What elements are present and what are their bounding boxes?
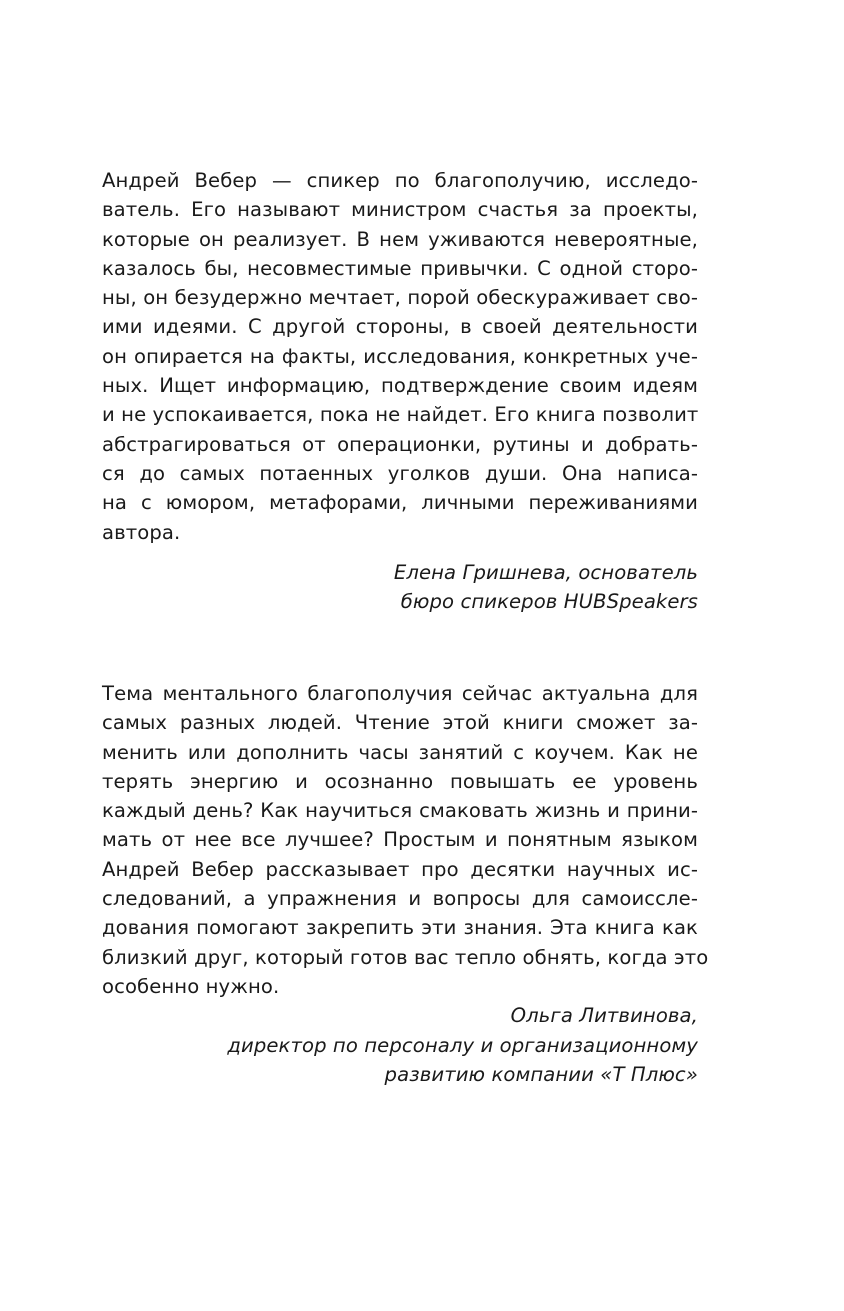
text-line: на с юмором, метафорами, личными переживаниями	[102, 491, 698, 515]
text-line: Тема ментального благополучия сейчас актуальна для	[102, 682, 698, 705]
text-line: ватель. Его называют министром счастья за проекты,	[102, 198, 698, 222]
attribution-line: Ольга Литвинова,	[510, 1004, 698, 1028]
review-block	[102, 679, 709, 1089]
text-line: терять энергию и осознанно повышать ее уровень	[102, 769, 698, 793]
text-line: дования помогают закрепить эти знания. Эта книга как	[102, 916, 698, 940]
text-line: автора.	[102, 520, 181, 544]
text-line: казалось бы, несовместимые привычки. С одной сторо-	[102, 256, 698, 280]
text-line: которые он реализует. В нем уживаются невероятные,	[102, 227, 698, 251]
text-line: ны, он безудержно мечтает, порой обескураживает сво-	[102, 286, 698, 310]
text-line: менить или дополнить часы занятий с коучем. Как не	[102, 740, 698, 764]
attribution-line: Елена Гришнева, основатель	[393, 560, 698, 584]
text-line: ных. Ищет информацию, подтверждение своим идеям	[102, 374, 698, 398]
text-line: Андрей Вебер рассказывает про десятки научных ис-	[102, 857, 698, 881]
text-line: самых разных людей. Чтение этой книги сможет за-	[102, 711, 698, 735]
attribution-line: развитию компании «Т Плюс»	[384, 1062, 698, 1086]
text-line: следований, а упражнения и вопросы для самоиссле-	[102, 887, 698, 911]
text-line: мать от нее все лучшее? Простым и понятным языком	[102, 828, 698, 852]
text-line: и не успокаивается, пока не найдет. Его книга позволит	[102, 403, 699, 427]
review-attribution	[102, 1001, 698, 1089]
text-line: Андрей Вебер — спикер по благополучию, исследо-	[102, 169, 698, 192]
review-text	[102, 679, 709, 1001]
attribution-line: бюро спикеров HUBSpeakers	[400, 590, 698, 614]
review-block	[102, 166, 698, 616]
text-line: каждый день? Как научиться смаковать жизнь и прини-	[102, 799, 698, 823]
text-line: абстрагироваться от операционки, рутины и добрать-	[102, 432, 698, 456]
text-line: особенно нужно.	[102, 974, 280, 998]
text-line: ся до самых потаенных уголков души. Она написа-	[102, 461, 698, 485]
review-text	[102, 166, 698, 547]
text-line: он опирается на факты, исследования, конкретных уче-	[102, 344, 698, 368]
attribution-line: директор по персоналу и организационному	[227, 1033, 698, 1057]
text-line: близкий друг, который готов вас тепло обнять, когда это	[102, 945, 709, 969]
review-attribution	[102, 558, 698, 617]
text-line: ими идеями. С другой стороны, в своей деятельности	[102, 315, 698, 339]
